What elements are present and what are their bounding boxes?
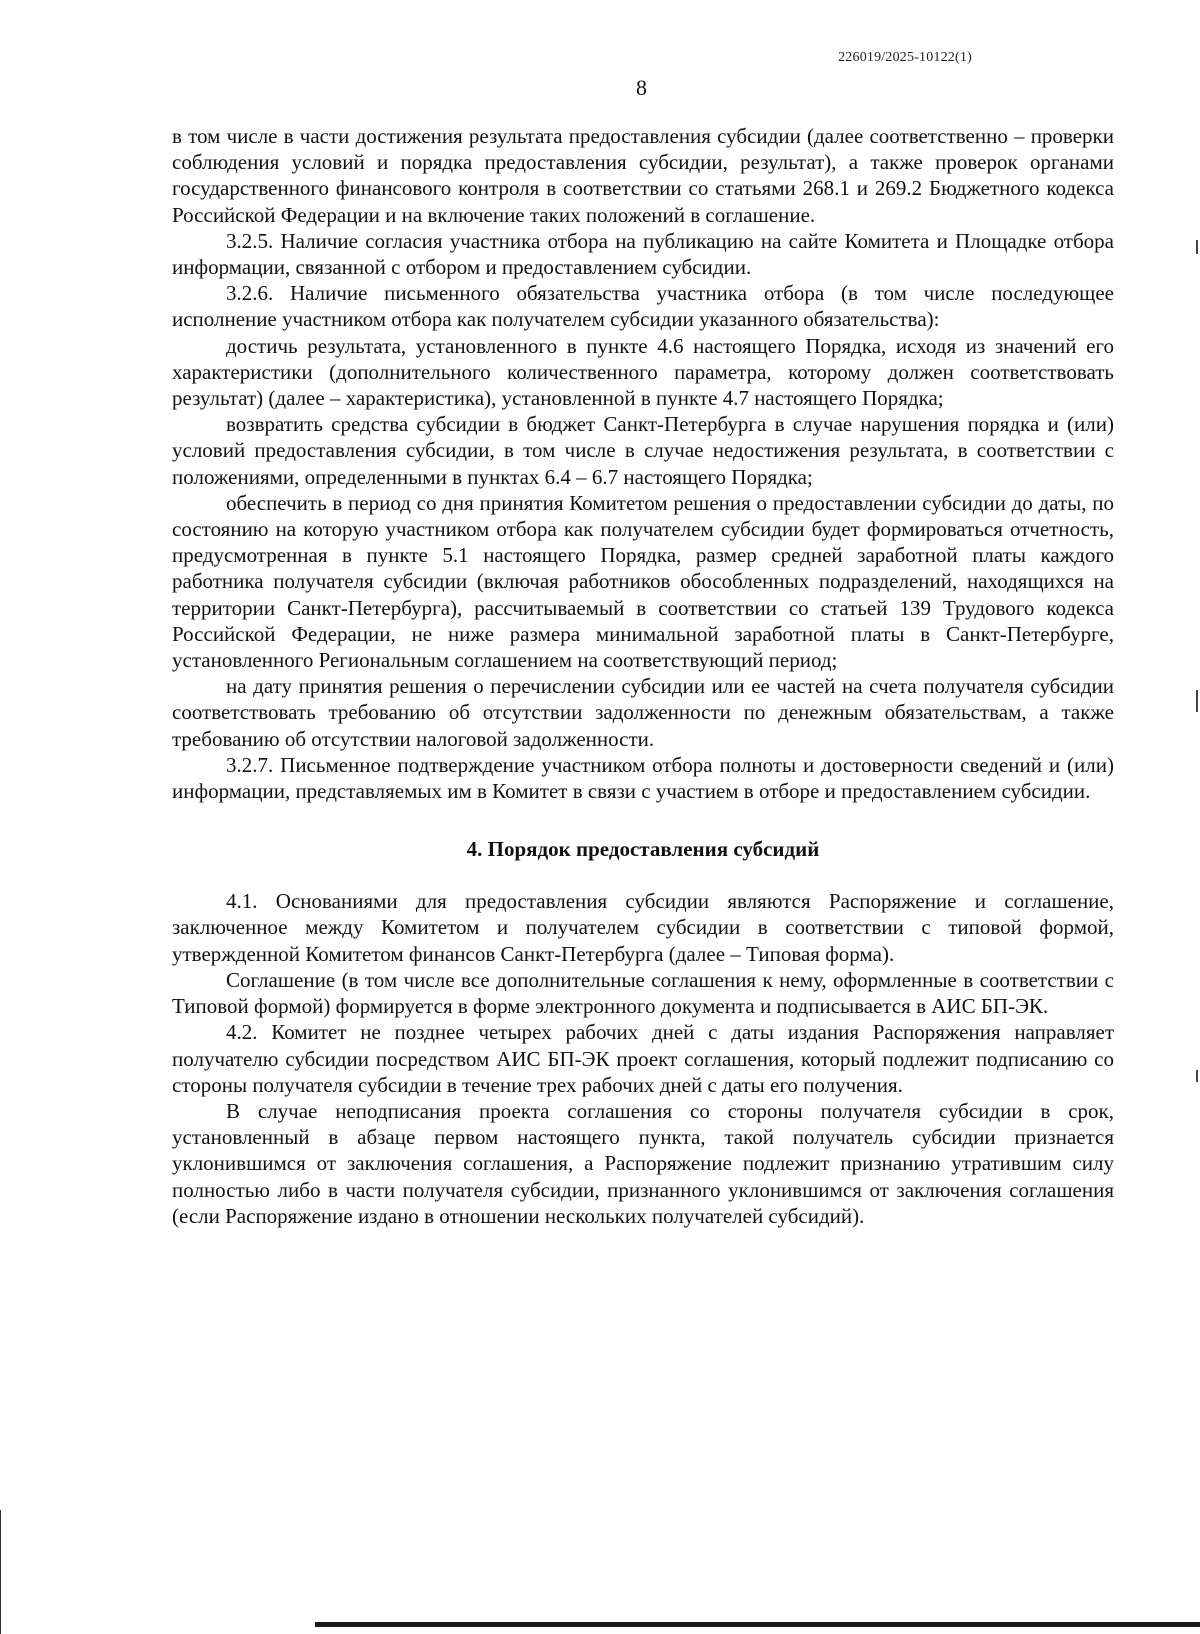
- paragraph-4-2: 4.2. Комитет не позднее четырех рабочих дней с даты издания Распоряжения направляет получателю субсидии посредством АИС БП-ЭК проект соглашения, который подлежит подписанию со стороны получателя субсидии в течение трех рабочих дней с даты его получения.: [172, 1020, 1114, 1097]
- paragraph-3-2-6: 3.2.6. Наличие письменного обязательства участника отбора (в том числе последующее исполнение участником отбора как получателем субсидии указанного обязательства):: [172, 281, 1114, 332]
- obligation-return-funds: возвратить средства субсидии в бюджет Санкт-Петербурга в случае нарушения порядка и (или) условий предоставления субсидии, в том числе в случае недостижения результата, в соответствии с положениями, определенными в пунктах 6.4 – 6.7 настоящего Порядка;: [172, 412, 1114, 489]
- scan-right-edge-mark: [1196, 690, 1198, 712]
- paragraph-3-2-7: 3.2.7. Письменное подтверждение участником отбора полноты и достоверности сведений и (или) информации, представляемых им в Комитет в связи с участием в отборе и предоставлением субсидии.: [172, 752, 1114, 804]
- document-registration-number: 226019/2025-10122(1): [838, 50, 972, 65]
- paragraph-4-1: 4.1. Основаниями для предоставления субсидии являются Распоряжение и соглашение, заключенное между Комитетом и получателем субсидии в соответствии с типовой формой, утвержденной Комитетом финансов Санкт-Петербурга (далее – Типовая форма).: [172, 889, 1114, 966]
- obligation-no-debt: на дату принятия решения о перечислении субсидии или ее частей на счета получателя субсидии соответствовать требованию об отсутствии задолженности по денежным обязательствам, а также требованию об отсутствии налоговой задолженности.: [172, 674, 1114, 751]
- obligation-achieve-result: достичь результата, установленного в пункте 4.6 настоящего Порядка, исходя из значений его характеристики (дополнительного количественного параметра, которому должен соответствовать результат) (далее – характеристика), установленной в пункте 4.7 настоящего Порядка;: [172, 333, 1114, 411]
- page-number: 8: [636, 75, 647, 100]
- scan-right-edge-mark: [1196, 1070, 1198, 1082]
- paragraph-continuation: в том числе в части достижения результата предоставления субсидии (далее соответственно – проверки соблюдения условий и порядка предоставления субсидии, результат), а также проверок органами государственного финансового контроля в соответствии со статьями 268.1 и 269.2 Бюджетного кодекса Российской Федерации и на включение таких положений в соглашение.: [172, 124, 1114, 227]
- paragraph-agreement: Соглашение (в том числе все дополнительные соглашения к нему, оформленные в соответствии с Типовой формой) формируется в форме электронного документа и подписывается в АИС БП-ЭК.: [172, 967, 1114, 1019]
- scan-left-edge-line: [0, 1510, 1, 1634]
- obligation-salary: обеспечить в период со дня принятия Комитетом решения о предоставлении субсидии до даты, по состоянию на которую участником отбора как получателем субсидии будет формироваться отчетность, предусмотренная в пункте 5.1 настоящего Порядка, размер средней заработной платы каждого работника получателя субсидии (включая работников обособленных подразделений, находящихся на территории Санкт-Петербурга), рассчитываемый в соответствии со статьей 139 Трудового кодекса Российской Федерации, не ниже размера минимальной заработной платы в Санкт-Петербурге, установленного Региональным соглашением на соответствующий период;: [172, 490, 1114, 673]
- document-body: [172, 123, 1114, 1229]
- scan-bottom-edge-line: [315, 1622, 1200, 1627]
- paragraph-3-2-5: 3.2.5. Наличие согласия участника отбора на публикацию на сайте Комитета и Площадке отбора информации, связанной с отбором и предоставлением субсидии.: [172, 228, 1114, 280]
- section-heading-4: 4. Порядок предоставления субсидий: [466, 837, 820, 862]
- paragraph-non-signing: В случае неподписания проекта соглашения со стороны получателя субсидии в срок, установленный в абзаце первом настоящего пункта, такой получатель субсидии признается уклонившимся от заключения соглашения, а Распоряжение подлежит признанию утратившим силу полностью либо в части получателя субсидии, признанного уклонившимся от заключения соглашения (если Распоряжение издано в отношении нескольких получателей субсидий).: [172, 1098, 1114, 1228]
- scan-right-edge-mark: [1196, 240, 1198, 254]
